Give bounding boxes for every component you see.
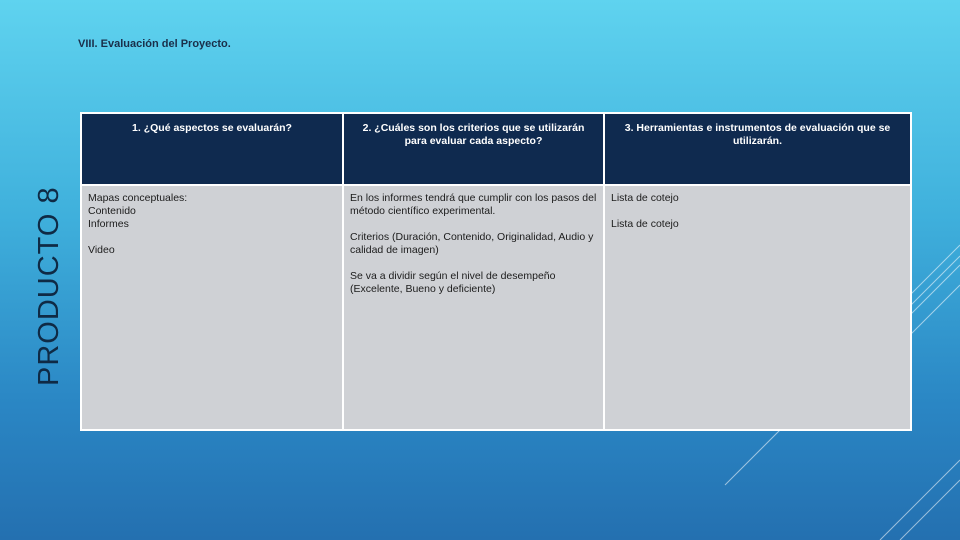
cell-aspects [81, 185, 343, 430]
aspect-item: Contenido [88, 205, 136, 217]
table-header-row [81, 113, 911, 185]
vertical-slide-title: PRODUCTO 8 [33, 186, 65, 386]
aspect-item: Video [88, 244, 115, 256]
cell-tools [604, 185, 911, 430]
evaluation-table [80, 112, 912, 431]
table-row [81, 185, 911, 430]
tool-item: Lista de cotejo [611, 218, 679, 230]
criteria-paragraph: Criterios (Duración, Contenido, Originalidad, Audio y calidad de imagen) [350, 231, 594, 256]
cell-criteria [343, 185, 604, 430]
tool-item: Lista de cotejo [611, 192, 679, 204]
slide-subtitle: VIII. Evaluación del Proyecto. [78, 38, 231, 50]
header-tools: 3. Herramientas e instrumentos de evaluación que se utilizarán. [604, 113, 911, 185]
header-criteria: 2. ¿Cuáles son los criterios que se utilizarán para evaluar cada aspecto? [343, 113, 604, 185]
criteria-paragraph: Se va a dividir según el nivel de desempeño (Excelente, Bueno y deficiente) [350, 270, 556, 295]
header-aspects: 1. ¿Qué aspectos se evaluarán? [81, 113, 343, 185]
aspect-item: Mapas conceptuales: [88, 192, 188, 204]
aspect-item: Informes [88, 218, 129, 230]
criteria-paragraph: En los informes tendrá que cumplir con los pasos del método científico experimental. [350, 192, 597, 217]
